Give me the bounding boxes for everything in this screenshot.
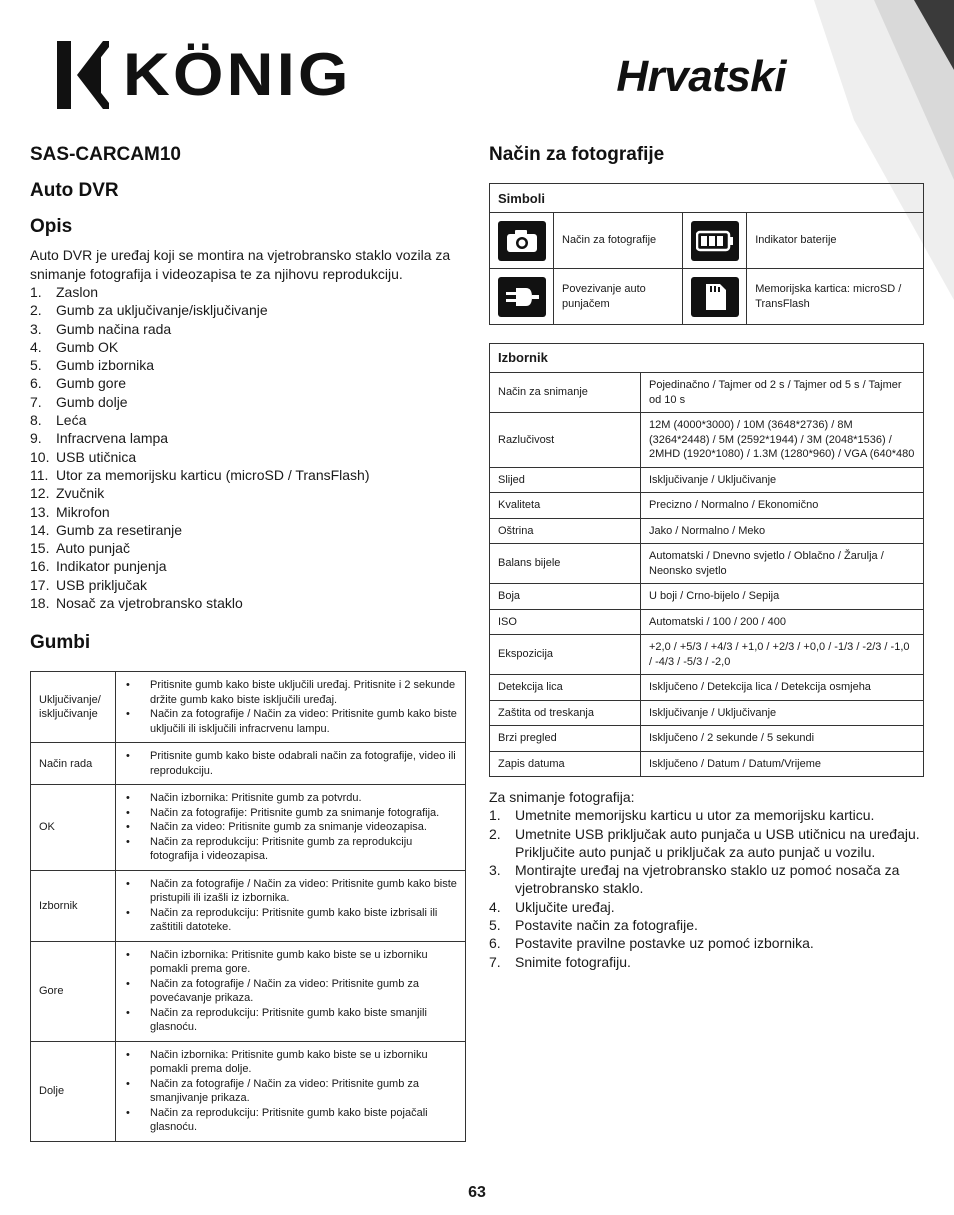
menu-setting-options: Isključivanje / Uključivanje (641, 700, 924, 726)
list-item (30, 466, 466, 484)
button-description-item: • Način za reprodukciju: Pritisnite gumb kako biste pojačali glasnoću. (124, 1106, 457, 1135)
menu-setting-options: Precizno / Normalno / Ekonomično (641, 493, 924, 519)
menu-setting-name: Brzi pregled (490, 726, 641, 752)
list-item (489, 825, 924, 862)
list-item (30, 557, 466, 575)
instructions-list (489, 806, 924, 971)
menu-setting-options: Isključivanje / Uključivanje (641, 467, 924, 493)
list-item-text: Zvučnik (56, 485, 105, 502)
konig-k-mark-icon (57, 41, 109, 109)
list-item-number: 13. (30, 503, 50, 520)
product-subtitle: Auto DVR (30, 180, 119, 201)
list-item-number: 5. (30, 357, 42, 374)
buttons-table (30, 671, 466, 1142)
intro-paragraph: Auto DVR je uređaj koji se montira na vjetrobransko staklo vozila za snimanje fotografija i videozapisa te za njihovu reprodukciju. (30, 247, 451, 282)
list-item (30, 374, 466, 392)
list-item-number: 7. (30, 393, 42, 410)
menu-setting-options: Isključeno / Detekcija lica / Detekcija osmjeha (641, 675, 924, 701)
list-item-number: 12. (30, 485, 50, 502)
list-item (30, 338, 466, 356)
menu-setting-options: Automatski / 100 / 200 / 400 (641, 609, 924, 635)
button-description-list (124, 877, 457, 935)
button-description-item: • Način za reprodukciju: Pritisnite gumb kako biste smanjili glasnoću. (124, 1006, 457, 1035)
list-item-number: 8. (30, 412, 42, 429)
button-description-list (124, 948, 457, 1035)
section-heading-photo-mode: Način za fotografije (489, 144, 665, 165)
button-name-cell: Gore (31, 941, 116, 1041)
list-item-number: 2. (489, 825, 501, 842)
list-item (30, 393, 466, 411)
menu-setting-options: 12M (4000*3000) / 10M (3648*2736) / 8M (3264*2448) / 5M (2592*1944) / 3M (2048*1536) / 2MHD (1920*1080) / 1.3M (1280*960) / VGA (640*480 (641, 413, 924, 468)
menu-setting-options: +2,0 / +5/3 / +4/3 / +1,0 / +2/3 / +0,0 / -1/3 / -2/3 / -1,0 / -4/3 / -5/3 / -2,0 (641, 635, 924, 675)
table-row (31, 743, 466, 785)
list-item-text: Umetnite USB priključak auto punjača u USB utičnicu na uređaju. Priključite auto punjač u priključak za auto punjač u vozilu. (515, 825, 920, 860)
menu-setting-name: Boja (490, 584, 641, 610)
menu-setting-options: Isključeno / 2 sekunde / 5 sekundi (641, 726, 924, 752)
list-item-text: Infracrvena lampa (56, 430, 169, 447)
list-item-number: 5. (489, 917, 501, 934)
menu-setting-name: Slijed (490, 467, 641, 493)
table-row (490, 584, 924, 610)
list-item (30, 301, 466, 319)
list-item-text: Gumb OK (56, 338, 119, 355)
list-item-text: Gumb gore (56, 375, 127, 392)
table-row (490, 518, 924, 544)
list-item-text: Snimite fotografiju. (515, 953, 631, 970)
button-description-cell (116, 785, 466, 871)
list-item-text: Gumb za uključivanje/isključivanje (56, 302, 268, 319)
instructions-intro: Za snimanje fotografija: (489, 789, 635, 805)
list-item-text: Postavite pravilne postavke uz pomoć izbornika. (515, 935, 814, 952)
list-item-text: Utor za memorijsku karticu (microSD / TransFlash) (56, 466, 370, 483)
list-item-text: Gumb za resetiranje (56, 521, 183, 538)
table-row (490, 675, 924, 701)
symbols-table-header: Simboli (490, 184, 924, 213)
table-row (490, 635, 924, 675)
list-item-number: 18. (30, 595, 50, 612)
list-item-number: 16. (30, 558, 50, 575)
menu-setting-options: Isključeno / Datum / Datum/Vrijeme (641, 751, 924, 777)
list-item-text: Umetnite memorijsku karticu u utor za memorijsku karticu. (515, 807, 875, 824)
button-description-cell (116, 743, 466, 785)
list-item-number: 10. (30, 448, 50, 465)
list-item-text: Gumb načina rada (56, 320, 172, 337)
list-item (30, 283, 466, 301)
list-item-number: 15. (30, 540, 50, 557)
list-item (30, 521, 466, 539)
symbol-label: Memorijska kartica: microSD / TransFlash (747, 269, 924, 325)
list-item (30, 503, 466, 521)
list-item (30, 429, 466, 447)
list-item (30, 576, 466, 594)
table-row (490, 700, 924, 726)
right-column (489, 140, 924, 971)
menu-setting-options: Pojedinačno / Tajmer od 2 s / Tajmer od 5 s / Tajmer od 10 s (641, 373, 924, 413)
list-item (30, 411, 466, 429)
list-item (30, 539, 466, 557)
button-description-item: • Način za fotografije / Način za video: Pritisnite gumb za smanjivanje prikaza. (124, 1077, 457, 1106)
list-item (489, 916, 924, 934)
button-description-item: • Način za reprodukciju: Pritisnite gumb za reprodukciju fotografija i videozapisa. (124, 835, 457, 864)
list-item-text: Mikrofon (56, 503, 110, 520)
list-item-text: Leća (56, 412, 87, 429)
list-item-number: 2. (30, 302, 42, 319)
button-description-item: • Način za fotografije / Način za video: Pritisnite gumb kako biste uključili ili isključili infracrvenu lampu. (124, 707, 457, 736)
list-item (489, 861, 924, 898)
instructions-block (489, 788, 924, 971)
table-row (31, 1041, 466, 1141)
list-item (489, 934, 924, 952)
button-description-item: • Način za fotografije: Pritisnite gumb za snimanje fotografija. (124, 806, 457, 821)
list-item-number: 6. (489, 935, 501, 952)
left-column (30, 140, 466, 1142)
table-row (490, 467, 924, 493)
list-item-text: Zaslon (56, 284, 99, 300)
button-description-item: • Način izbornika: Pritisnite gumb za potvrdu. (124, 791, 457, 806)
list-item (489, 953, 924, 971)
table-row (490, 413, 924, 468)
list-item-number: 9. (30, 430, 42, 447)
list-item-number: 1. (30, 284, 42, 300)
symbol-cell (683, 213, 747, 269)
table-row (31, 672, 466, 743)
button-description-item: • Pritisnite gumb kako biste odabrali način za fotografije, video ili reprodukciju. (124, 749, 457, 778)
table-row (31, 785, 466, 871)
car-charger-icon (498, 277, 546, 317)
menu-setting-name: Način za snimanje (490, 373, 641, 413)
button-description-list (124, 749, 457, 778)
symbol-cell (683, 269, 747, 325)
button-description-item: • Način za fotografije / Način za video: Pritisnite gumb za povećavanje prikaza. (124, 977, 457, 1006)
list-item (30, 356, 466, 374)
list-item-number: 3. (30, 320, 42, 337)
memory-card-icon (691, 277, 739, 317)
battery-icon (691, 221, 739, 261)
symbol-cell (490, 269, 554, 325)
table-row (490, 373, 924, 413)
button-name-cell: OK (31, 785, 116, 871)
list-item (30, 594, 466, 612)
menu-setting-name: Oštrina (490, 518, 641, 544)
button-description-item: • Način za fotografije / Način za video: Pritisnite gumb kako biste pristupili ili izašli iz izbornika. (124, 877, 457, 906)
menu-setting-options: Automatski / Dnevno svjetlo / Oblačno / Žarulja / Neonsko svjetlo (641, 544, 924, 584)
list-item-text: Montirajte uređaj na vjetrobransko staklo uz pomoć nosača za vjetrobransko staklo. (515, 862, 900, 897)
menu-setting-name: Ekspozicija (490, 635, 641, 675)
list-item-number: 4. (489, 898, 501, 915)
button-description-item: • Način za video: Pritisnite gumb za snimanje videozapisa. (124, 820, 457, 835)
list-item-text: Gumb izbornika (56, 357, 155, 374)
list-item (489, 898, 924, 916)
list-item-number: 14. (30, 521, 50, 538)
button-name-cell: Izbornik (31, 870, 116, 941)
button-description-cell (116, 870, 466, 941)
table-row (490, 544, 924, 584)
list-item-text: Gumb dolje (56, 393, 128, 410)
symbol-label: Indikator baterije (747, 213, 924, 269)
table-row (490, 493, 924, 519)
button-description-item: • Način za reprodukciju: Pritisnite gumb kako biste izbrisali ili zaštitili datoteke. (124, 906, 457, 935)
button-description-item: • Način izbornika: Pritisnite gumb kako biste se u izborniku pomakli prema gore. (124, 948, 457, 977)
button-name-cell: Način rada (31, 743, 116, 785)
menu-setting-name: Kvaliteta (490, 493, 641, 519)
button-name-cell: Dolje (31, 1041, 116, 1141)
section-heading-opis: Opis (30, 216, 73, 237)
list-item-number: 4. (30, 338, 42, 355)
list-item-number: 3. (489, 862, 501, 879)
menu-table (489, 343, 924, 777)
menu-setting-options: Jako / Normalno / Meko (641, 518, 924, 544)
symbol-label: Povezivanje auto punjačem (554, 269, 683, 325)
table-row (31, 941, 466, 1041)
button-description-cell (116, 941, 466, 1041)
list-item-text: Postavite način za fotografije. (515, 917, 698, 934)
list-item-number: 17. (30, 576, 50, 593)
button-description-list (124, 678, 457, 736)
brand-wordmark: KÖNIG (123, 41, 352, 108)
button-description-item: • Način izbornika: Pritisnite gumb kako biste se u izborniku pomakli prema dolje. (124, 1048, 457, 1077)
list-item (30, 448, 466, 466)
list-item-text: USB utičnica (56, 448, 137, 465)
button-name-cell: Uključivanje/ isključivanje (31, 672, 116, 743)
list-item-number: 11. (30, 466, 49, 483)
list-item (30, 320, 466, 338)
table-row (490, 609, 924, 635)
menu-setting-name: Zapis datuma (490, 751, 641, 777)
language-title: Hrvatski (616, 52, 786, 101)
page-number: 63 (468, 1184, 486, 1201)
camera-icon (498, 221, 546, 261)
menu-table-header: Izbornik (490, 344, 924, 373)
list-item-text: Uključite uređaj. (515, 898, 615, 915)
model-heading: SAS-CARCAM10 (30, 144, 181, 165)
brand-logo (57, 41, 352, 109)
section-heading-gumbi: Gumbi (30, 632, 91, 654)
menu-setting-name: Detekcija lica (490, 675, 641, 701)
button-description-list (124, 791, 457, 864)
list-item-number: 6. (30, 375, 42, 392)
list-item-text: Auto punjač (56, 540, 130, 557)
symbols-table (489, 183, 924, 325)
list-item-text: Nosač za vjetrobransko staklo (56, 595, 243, 612)
list-item (30, 484, 466, 502)
table-row (490, 726, 924, 752)
list-item (489, 806, 924, 824)
list-item-text: USB priključak (56, 576, 148, 593)
button-description-list (124, 1048, 457, 1135)
button-description-cell (116, 1041, 466, 1141)
table-row (31, 870, 466, 941)
symbol-cell (490, 213, 554, 269)
menu-setting-name: Balans bijele (490, 544, 641, 584)
list-item-number: 1. (489, 807, 501, 824)
button-description-cell (116, 672, 466, 743)
menu-setting-options: U boji / Crno-bijelo / Sepija (641, 584, 924, 610)
table-row (490, 751, 924, 777)
button-description-item: • Pritisnite gumb kako biste uključili uređaj. Pritisnite i 2 sekunde držite gumb kako biste isključili uređaj. (124, 678, 457, 707)
parts-list (30, 283, 466, 612)
menu-setting-name: Zaštita od treskanja (490, 700, 641, 726)
list-item-number: 7. (489, 953, 501, 970)
menu-setting-name: ISO (490, 609, 641, 635)
menu-setting-name: Razlučivost (490, 413, 641, 468)
symbol-label: Način za fotografije (554, 213, 683, 269)
list-item-text: Indikator punjenja (56, 558, 167, 575)
